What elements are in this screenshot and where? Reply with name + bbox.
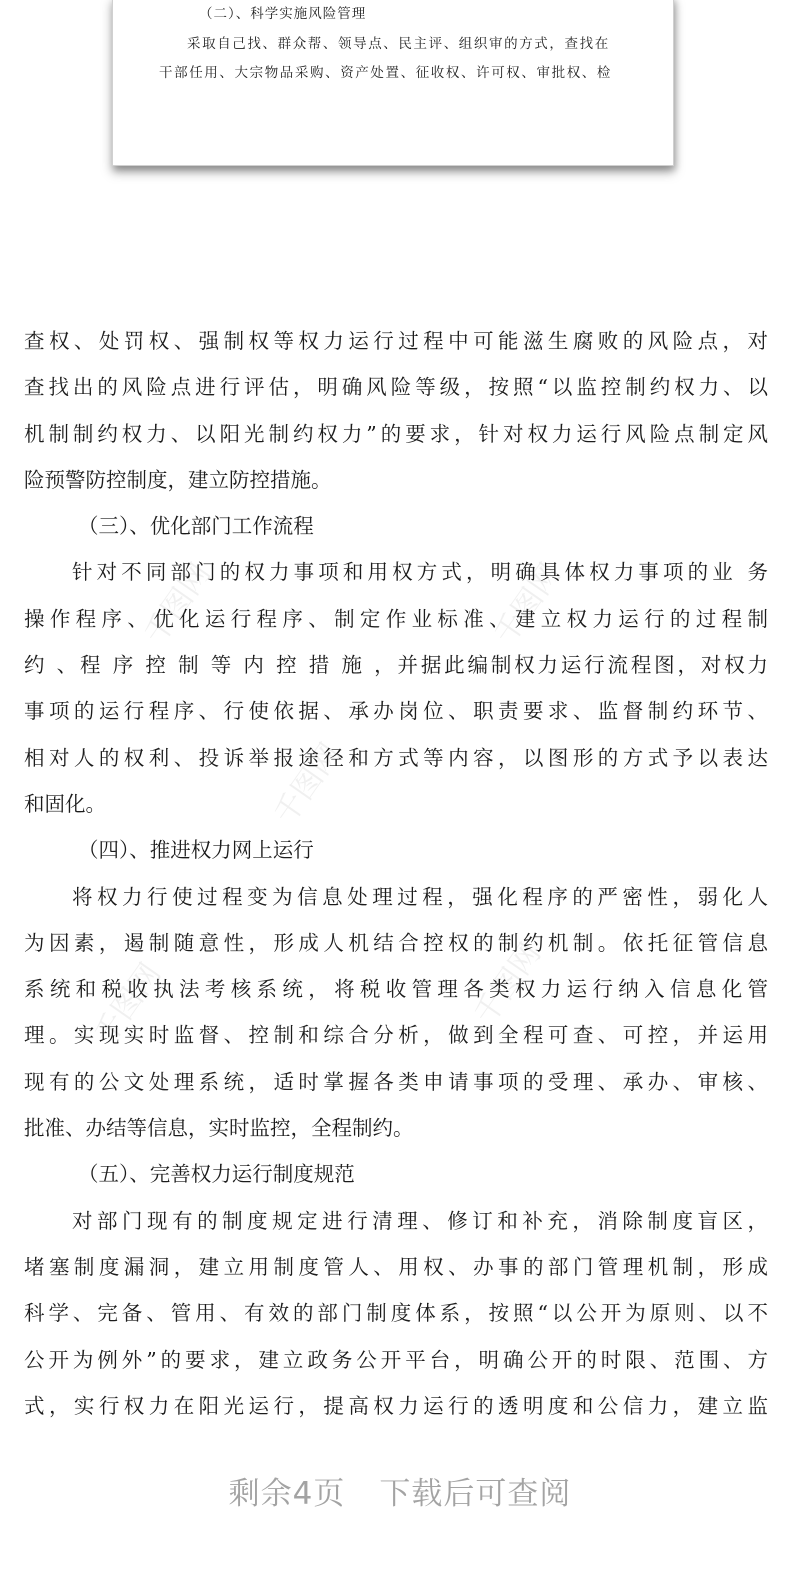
watermark-text: 千图网 bbox=[467, 937, 549, 1031]
paragraph-line: 为因素，遏制随意性，形成人机结合控权的制约机制。依托征管信息 bbox=[24, 930, 768, 955]
paragraph-line: 险预警防控制度，建立防控措施。 bbox=[24, 467, 332, 492]
paragraph-line: 机制制约权力、以阳光制约权力”的要求，针对权力运行风险点制定风 bbox=[24, 421, 768, 446]
paragraph-line: 查权、处罚权、强制权等权力运行过程中可能滋生腐败的风险点，对 bbox=[24, 329, 768, 353]
preview-heading: （二）、科学实施风险管理 bbox=[199, 6, 367, 22]
watermark-text: 千图网 bbox=[267, 737, 349, 831]
paragraph-line: 科学、完备、管用、有效的部门制度体系，按照“以公开为原则、以不 bbox=[24, 1301, 768, 1326]
preview-paragraph-line: 干部任用、大宗物品采购、资产处置、征收权、许可权、审批权、检 bbox=[159, 65, 612, 81]
paragraph-line: 事项的运行程序、行使依据、承办岗位、职责要求、监督制约环节、 bbox=[24, 699, 768, 724]
paragraph-line: 相对人的权利、投诉举报途径和方式等内容，以图形的方式予以表达 bbox=[24, 745, 768, 770]
paragraph-line: 公开为例外”的要求，建立政务公开平台，明确公开的时限、范围、方 bbox=[24, 1347, 768, 1372]
paragraph-line: 查找出的风险点进行评估，明确风险等级，按照“以监控制约权力、以 bbox=[24, 375, 768, 400]
document-body bbox=[24, 318, 768, 1429]
paragraph-line: 式，实行权力在阳光运行，提高权力运行的透明度和公信力，建立监 bbox=[24, 1393, 768, 1418]
download-to-view-label: 下载后可查阅 bbox=[379, 1476, 572, 1512]
paragraph-line: 现有的公文处理系统，适时掌握各类申请事项的受理、承办、审核、 bbox=[24, 1069, 768, 1094]
paragraph-line: 操作程序、优化运行程序、制定作业标准、建立权力运行的过程制 bbox=[24, 606, 768, 631]
preview-paragraph-line: 采取自己找、群众帮、领导点、民主评、组织审的方式，查找在 bbox=[187, 36, 610, 52]
paragraph-line: 将权力行使过程变为信息处理过程，强化程序的严密性，弱化人 bbox=[72, 884, 768, 909]
section-heading-5: （五）、完善权力运行制度规范 bbox=[78, 1162, 355, 1187]
watermark-text: 千图网 bbox=[87, 957, 169, 1051]
paragraph-line: 理。实现实时监督、控制和综合分析，做到全程可查、可控，并运用 bbox=[24, 1023, 768, 1048]
paragraph-line: 系统和税收执法考核系统，将税收管理各类权力运行纳入信息化管 bbox=[24, 977, 768, 1002]
section-heading-3: （三）、优化部门工作流程 bbox=[78, 514, 314, 539]
paragraph-line: 和固化。 bbox=[24, 791, 106, 816]
section-heading-4: （四）、推进权力网上运行 bbox=[78, 838, 314, 863]
download-prompt[interactable] bbox=[0, 1468, 800, 1513]
remaining-pages-label: 剩余4页 bbox=[228, 1476, 346, 1512]
watermark-text: 千图网 bbox=[487, 557, 569, 651]
paragraph-line: 堵塞制度漏洞，建立用制度管人、用权、办事的部门管理机制，形成 bbox=[24, 1254, 768, 1279]
watermark-text: 千图网 bbox=[137, 557, 219, 651]
paragraph-line: 针对不同部门的权力事项和用权方式，明确具体权力事项的业 务 bbox=[72, 560, 768, 585]
page-preview-card bbox=[112, 0, 674, 166]
paragraph-line: 约 、程 序 控 制 等 内 控 措 施 ，并据此编制权力运行流程图，对权力 bbox=[24, 653, 768, 678]
paragraph-line: 批准、办结等信息，实时监控，全程制约。 bbox=[24, 1116, 414, 1141]
paragraph-line: 对部门现有的制度规定进行清理、修订和补充，消除制度盲区， bbox=[72, 1208, 768, 1233]
